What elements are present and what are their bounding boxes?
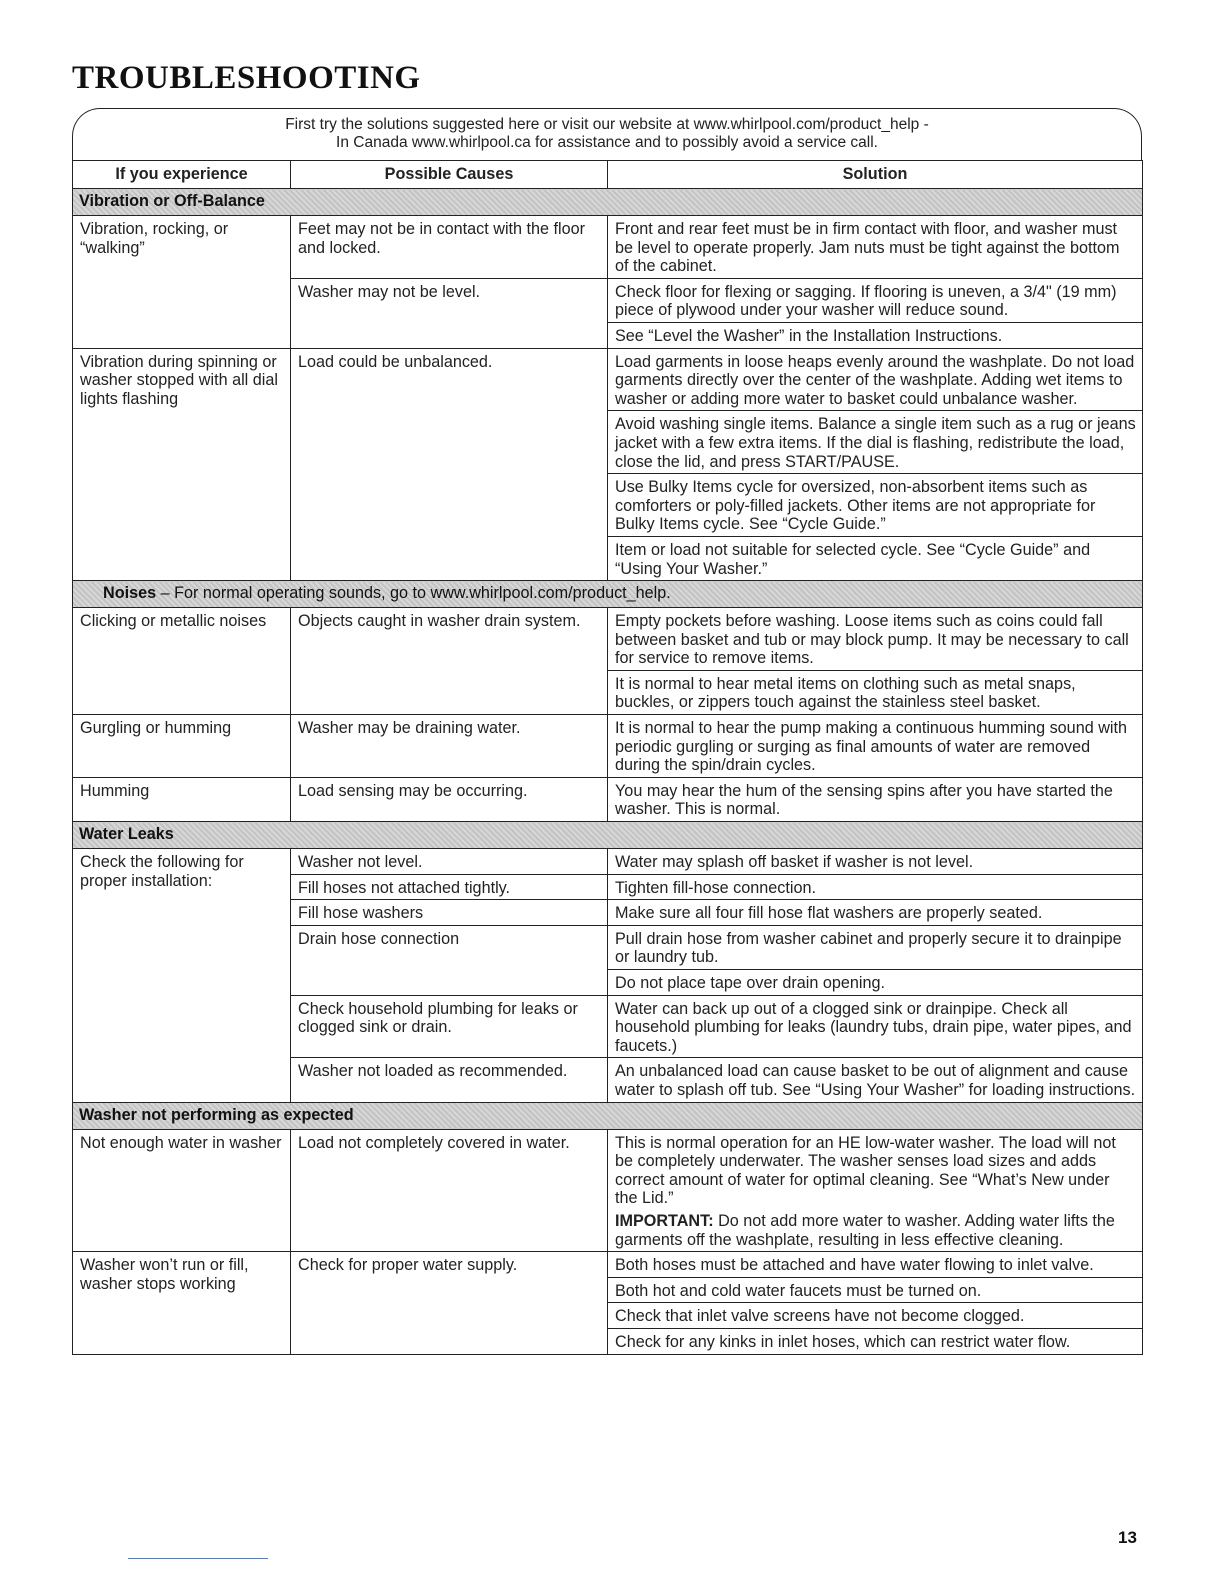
- issue-cell: Check the following for proper installation:: [73, 849, 291, 1103]
- issue-cell: Clicking or metallic noises: [73, 608, 291, 715]
- solution-cell: Load garments in loose heaps evenly around the washplate. Do not load garments directly over the center of the washplate. Adding wet items to washer or adding more water to basket could unbalance washer.: [608, 348, 1143, 411]
- header-solution: Solution: [608, 161, 1143, 189]
- intro-text: [72, 116, 1142, 152]
- table-row: [73, 1252, 1143, 1278]
- solution-cell: Pull drain hose from washer cabinet and properly secure it to drainpipe or laundry tub.: [608, 925, 1143, 969]
- section-performing: [73, 1102, 1143, 1129]
- solution-cell: Front and rear feet must be in firm contact with floor, and washer must be level to operate properly. Jam nuts must be tight against the bottom of the cabinet.: [608, 216, 1143, 279]
- table-row: [73, 777, 1143, 821]
- section-title-label: Noises: [103, 584, 157, 603]
- solution-cell: Avoid washing single items. Balance a single item such as a rug or jeans jacket with a few extra items. If the dial is flashing, redistribute the load, close the lid, and press START/PAUSE.: [608, 411, 1143, 474]
- cause-cell: Feet may not be in contact with the floor and locked.: [291, 216, 608, 279]
- issue-cell: Humming: [73, 777, 291, 821]
- cause-cell: Check for proper water supply.: [291, 1252, 608, 1354]
- solution-cell: Water can back up out of a clogged sink or drainpipe. Check all household plumbing for leaks (laundry tubs, drain pipe, water pipes, and faucets.): [608, 995, 1143, 1058]
- issue-cell: Washer won’t run or fill, washer stops working: [73, 1252, 291, 1354]
- solution-cell: Empty pockets before washing. Loose items such as coins could fall between basket and tub or may block pump. It may be necessary to call for service to remove items.: [608, 608, 1143, 671]
- issue-cell: Gurgling or humming: [73, 715, 291, 778]
- solution-cell: Use Bulky Items cycle for oversized, non-absorbent items such as comforters or poly-filled jackets. Other items are not appropriate for Bulky Items cycle. See “Cycle Guide.”: [608, 474, 1143, 537]
- header-if-you-experience: If you experience: [73, 161, 291, 189]
- solution-cell: [608, 1129, 1143, 1252]
- cause-cell: Fill hoses not attached tightly.: [291, 874, 608, 900]
- important-text: Do not add more water to washer. Adding water lifts the garments off the washplate, resulting in less effective cleaning.: [615, 1211, 1115, 1249]
- solution-text: This is normal operation for an HE low-water washer. The load will not be completely underwater. The washer senses load sizes and adds correct amount of water for optimal cleaning. See “What’s New under the Lid.”: [615, 1133, 1116, 1208]
- solution-cell: Check that inlet valve screens have not become clogged.: [608, 1303, 1143, 1329]
- cause-cell: Load could be unbalanced.: [291, 348, 608, 581]
- solution-cell: You may hear the hum of the sensing spins after you have started the washer. This is normal.: [608, 777, 1143, 821]
- table-row: [73, 216, 1143, 279]
- section-subtitle: – For normal operating sounds, go to www.whirlpool.com/product_help.: [156, 584, 671, 603]
- solution-cell: See “Level the Washer” in the Installation Instructions.: [608, 322, 1143, 348]
- section-title: Washer not performing as expected: [73, 1102, 1143, 1129]
- section-noises: [73, 581, 1143, 608]
- section-water-leaks: [73, 822, 1143, 849]
- page-number: 13: [1118, 1528, 1137, 1547]
- solution-cell: Make sure all four fill hose flat washers are properly seated.: [608, 900, 1143, 926]
- issue-cell: Not enough water in washer: [73, 1129, 291, 1252]
- table-row: [73, 1129, 1143, 1252]
- table-row: [73, 608, 1143, 671]
- cause-cell: Washer not level.: [291, 849, 608, 875]
- cause-cell: Washer may not be level.: [291, 278, 608, 348]
- intro-line-1: First try the solutions suggested here or visit our website at www.whirlpool.com/product_help -: [285, 116, 929, 133]
- troubleshooting-table: [72, 160, 1143, 1355]
- section-title: Vibration or Off-Balance: [73, 189, 1143, 216]
- solution-cell: Do not place tape over drain opening.: [608, 970, 1143, 996]
- cause-cell: Objects caught in washer drain system.: [291, 608, 608, 715]
- table-row: [73, 715, 1143, 778]
- solution-cell: Tighten fill-hose connection.: [608, 874, 1143, 900]
- issue-cell: Vibration, rocking, or “walking”: [73, 216, 291, 349]
- issue-cell: Vibration during spinning or washer stopped with all dial lights flashing: [73, 348, 291, 581]
- section-vibration: [73, 189, 1143, 216]
- footer-rule: [128, 1558, 268, 1559]
- solution-cell: Item or load not suitable for selected cycle. See “Cycle Guide” and “Using Your Washer.”: [608, 536, 1143, 580]
- header-possible-causes: Possible Causes: [291, 161, 608, 189]
- cause-cell: Drain hose connection: [291, 925, 608, 995]
- solution-cell: Check floor for flexing or sagging. If flooring is uneven, a 3/4" (19 mm) piece of plywood under your washer will reduce sound.: [608, 278, 1143, 322]
- solution-cell: Check for any kinks in inlet hoses, which can restrict water flow.: [608, 1328, 1143, 1354]
- table-row: [73, 849, 1143, 875]
- page-title: TROUBLESHOOTING: [72, 60, 421, 96]
- important-label: IMPORTANT:: [615, 1211, 714, 1230]
- section-title: [73, 581, 1143, 608]
- table-row: [73, 348, 1143, 411]
- cause-cell: Fill hose washers: [291, 900, 608, 926]
- cause-cell: Load not completely covered in water.: [291, 1129, 608, 1252]
- solution-cell: It is normal to hear the pump making a continuous humming sound with periodic gurgling or surging as final amounts of water are removed during the spin/drain cycles.: [608, 715, 1143, 778]
- section-title: Water Leaks: [73, 822, 1143, 849]
- cause-cell: Washer may be draining water.: [291, 715, 608, 778]
- cause-cell: Check household plumbing for leaks or clogged sink or drain.: [291, 995, 608, 1058]
- header-row: [73, 161, 1143, 189]
- solution-cell: An unbalanced load can cause basket to be out of alignment and cause water to splash off tub. See “Using Your Washer” for loading instructions.: [608, 1058, 1143, 1102]
- cause-cell: Washer not loaded as recommended.: [291, 1058, 608, 1102]
- solution-cell: Both hoses must be attached and have water flowing to inlet valve.: [608, 1252, 1143, 1278]
- cause-cell: Load sensing may be occurring.: [291, 777, 608, 821]
- important-note: [615, 1212, 1136, 1249]
- intro-line-2: In Canada www.whirlpool.ca for assistance and to possibly avoid a service call.: [336, 134, 878, 151]
- solution-cell: Water may splash off basket if washer is not level.: [608, 849, 1143, 875]
- solution-cell: Both hot and cold water faucets must be turned on.: [608, 1277, 1143, 1303]
- solution-cell: It is normal to hear metal items on clothing such as metal snaps, buckles, or zippers touch against the stainless steel basket.: [608, 670, 1143, 714]
